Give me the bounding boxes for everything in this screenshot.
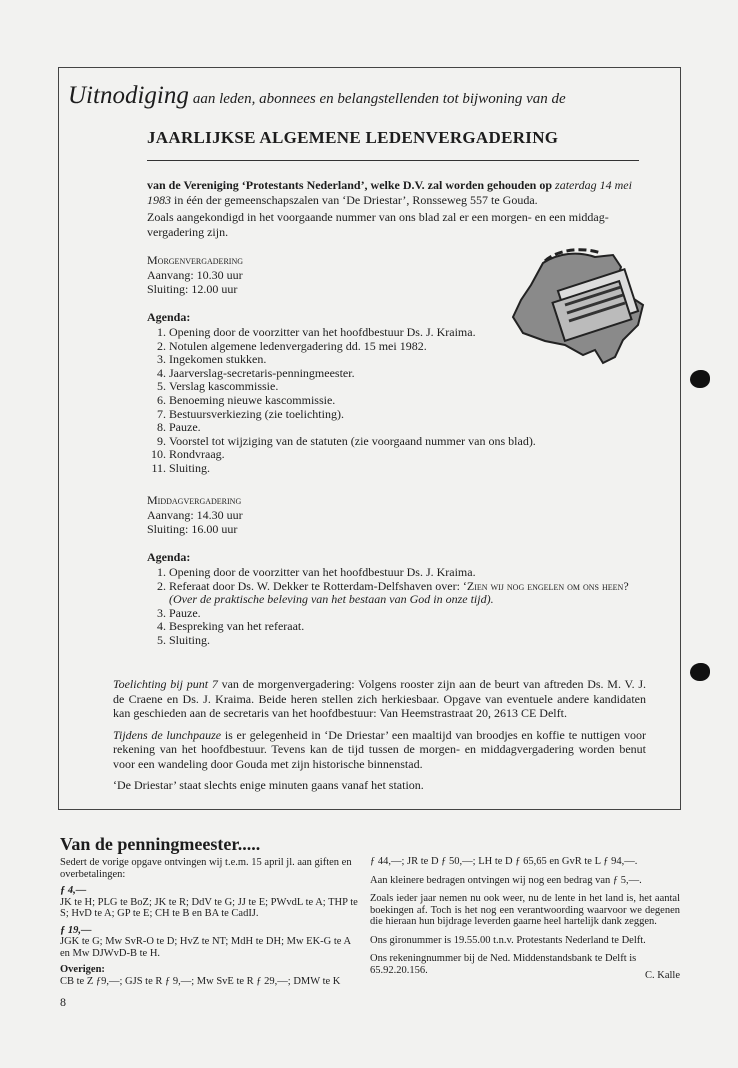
agenda-item: 5. Sluiting. <box>169 634 644 648</box>
note-nomination <box>113 677 646 721</box>
other-donors-continued: ƒ 44,—; JR te D ƒ 50,—; LH te D ƒ 65,65 en GvR te L ƒ 94,—. <box>370 856 638 867</box>
agenda-item: 4. Bespreking van het referaat. <box>169 620 644 634</box>
morning-agenda <box>147 326 536 476</box>
other-donors: CB te Z ƒ9,—; GJS te R ƒ 9,—; Mw SvE te R ƒ 29,—; DMW te K <box>60 975 341 987</box>
agenda-item: 2. Notulen algemene ledenvergadering dd. 15 mei 1982. <box>169 340 536 354</box>
agenda-item: 3. Pauze. <box>169 607 644 621</box>
intro-bold: van de Vereniging ‘Protestants Nederland’, welke D.V. zal worden gehouden op <box>147 178 553 192</box>
agenda-item: 3. Ingekomen stukken. <box>169 353 536 367</box>
meeting-heading: JAARLIJKSE ALGEMENE LEDENVERGADERING <box>147 128 559 147</box>
agenda-item: 11. Sluiting. <box>169 462 536 476</box>
lecture-title: Zien wij nog engelen om ons heen <box>466 578 624 593</box>
small-amounts: Aan kleinere bedragen ontvingen wij nog een bedrag van ƒ 5,—. <box>370 874 642 886</box>
afternoon-end: Sluiting: 16.00 uur <box>147 522 238 536</box>
agenda-item: 1. Opening door de voorzitter van het hoofdbestuur Ds. J. Kraima. <box>169 566 644 580</box>
intro-rest: in één der gemeenschapszalen van ‘De Driestar’, Ronsseweg 557 te Gouda. <box>174 192 538 207</box>
punch-hole <box>690 663 710 681</box>
morning-start: Aanvang: 10.30 uur <box>147 267 243 282</box>
title-rest: aan leden, abonnees en belangstellenden tot bijwoning van de <box>192 91 566 107</box>
agenda-label: Agenda: <box>147 309 191 324</box>
donor-list: JK te H; PLG te BoZ; JK te R; DdV te G; JJ te E; PWvdL te A; THP te S; HvD te A; GP te E; CH te B en BA te CadIJ. <box>60 896 358 919</box>
note-text: is er gelegenheid in ‘De Driestar’ een maaltijd van broodjes en koffie te nuttigen voor rekening van het hoofdbestuur. Tevens kan de tijd tussen de morgen- en middagvergadering worden benut voor een wandeling door Gouda met zijn historische binnenstad. <box>113 727 646 771</box>
afternoon-start: Aanvang: 14.30 uur <box>147 507 243 522</box>
punch-hole <box>690 370 710 388</box>
agenda-item: 5. Verslag kascommissie. <box>169 380 536 394</box>
agenda-item: 9. Voorstel tot wijziging van de statuten (zie voorgaand nummer van ons blad). <box>169 435 536 449</box>
notes <box>113 677 646 793</box>
item-text: ? <box>623 578 629 593</box>
announcement-paragraph: Zoals aangekondigd in het voorgaande nummer van ons blad zal er een morgen- en een middag-vergadering zijn. <box>147 210 609 239</box>
amount-heading: ƒ 19,— <box>60 924 92 936</box>
agenda-item: 4. Jaarverslag-secretaris-penningmeester. <box>169 367 536 381</box>
agenda-item: 7. Bestuursverkiezing (zie toelichting). <box>169 408 536 422</box>
thanks-paragraph: Zoals ieder jaar nemen nu ook weer, nu de lente in het land is, het aantal boekingen af. Toch is het nog een verantwoording waarvoor we degenen die hieraan hun bijdrage leverden gaarne heel hartelijk dank zeggen. <box>370 893 680 927</box>
agenda-label: Agenda: <box>147 549 191 564</box>
note-lead: Toelichting bij punt 7 <box>113 677 218 691</box>
lecture-subtitle: (Over de praktische beleving van het bestaan van God in onze tijd). <box>169 592 494 607</box>
treasurer-intro: Sedert de vorige opgave ontvingen wij t.e.m. 15 april jl. aan giften en overbetalingen: <box>60 857 352 880</box>
amount-heading: ƒ 4,— <box>60 885 87 896</box>
other-label: Overigen: <box>60 964 105 975</box>
agenda-item: 10. Rondvraag. <box>169 448 536 462</box>
giro-number: Ons gironummer is 19.55.00 t.n.v. Protestants Nederland te Delft. <box>370 934 646 946</box>
intro-date: zaterdag 14 mei 1983 <box>147 178 632 207</box>
signature: C. Kalle <box>645 970 680 981</box>
note-text: van de morgenvergadering: Volgens rooster zijn aan de beurt van aftreden Ds. M. V. J. de Craene en Ds. J. Kraima. Beide heren stellen zich herkiesbaar. Opgave van eventuele andere kandidaten kan geschieden aan de secretaris van het hoofdbestuur: Van Heemstrastraat 20, 2613 CE Delft. <box>113 677 647 720</box>
afternoon-agenda <box>147 566 644 648</box>
morning-label: Morgenvergadering <box>147 253 243 267</box>
agenda-item: 6. Benoeming nieuwe kascommissie. <box>169 394 536 408</box>
page-number: 8 <box>60 995 66 1009</box>
agenda-item: 1. Opening door de voorzitter van het hoofdbestuur Ds. J. Kraima. <box>169 326 536 340</box>
note-lead: Tijdens de lunchpauze <box>113 727 222 742</box>
agenda-item: 8. Pauze. <box>169 421 536 435</box>
bank-number: Ons rekeningnummer bij de Ned. Middenstandsbank te Delft is 65.92.20.156. <box>370 953 637 976</box>
treasurer-right-column <box>370 856 680 982</box>
invitation-title <box>68 82 678 110</box>
netherlands-map-illustration <box>503 245 648 367</box>
note-location: ‘De Driestar’ staat slechts enige minuten gaans vanaf het station. <box>113 778 424 792</box>
donor-list: JGK te G; Mw SvR-O te D; HvZ te NT; MdH te DH; Mw EK-G te A en Mw DJWvD-B te H. <box>60 936 351 959</box>
morning-end: Sluiting: 12.00 uur <box>147 282 238 296</box>
afternoon-block <box>147 493 644 648</box>
divider <box>147 160 639 161</box>
agenda-item <box>169 580 644 607</box>
note-lunch <box>113 728 646 772</box>
treasurer-heading: Van de penningmeester..... <box>60 834 261 854</box>
afternoon-label: Middagvergadering <box>147 493 242 507</box>
intro-paragraph <box>147 178 642 207</box>
title-word: Uitnodiging <box>68 82 189 109</box>
item-text: Referaat door Ds. W. Dekker te Rotterdam-Delfshaven over: ‘ <box>169 578 467 593</box>
morning-block <box>147 253 536 476</box>
treasurer-left-column <box>60 857 358 992</box>
